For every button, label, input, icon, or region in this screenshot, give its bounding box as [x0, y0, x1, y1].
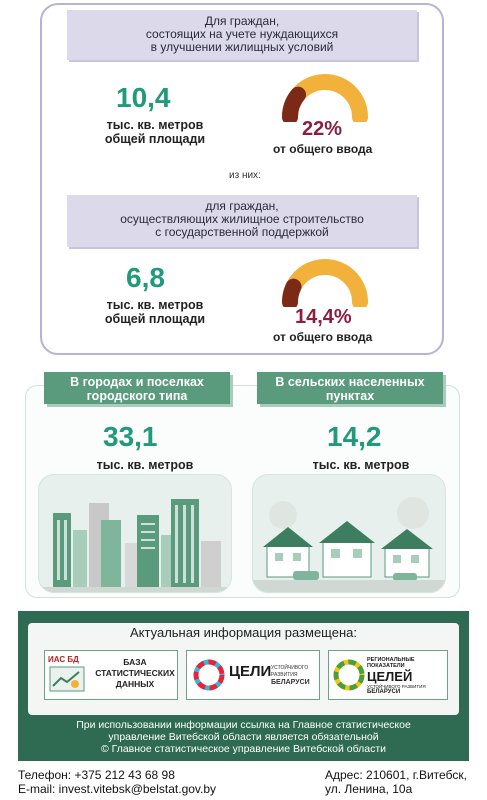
footer-address-line1: Адрес: 210601, г.Витебск,: [325, 768, 467, 782]
regional-sdg-text: [367, 657, 447, 695]
sdg-subtitle: [271, 665, 319, 686]
footer-address-line2: ул. Ленина, 10а: [325, 782, 413, 796]
section1-banner-line3: в улучшении жилищных условий: [150, 40, 334, 54]
info-block: [18, 611, 469, 761]
rural-value: 14,2: [327, 421, 382, 452]
footer-phone: Телефон: +375 212 43 68 98: [18, 768, 175, 782]
stat-database-text: [93, 657, 177, 690]
rural-tag-line1: В сельских населенных: [275, 375, 425, 389]
section2-gauge: [280, 257, 370, 307]
of-them-label: из них:: [229, 170, 261, 181]
section2-banner-line1: для граждан,: [205, 199, 279, 213]
rural-unit: тыс. кв. метров: [312, 458, 410, 472]
sdg-subtitle-line2: БЕЛАРУСИ: [271, 679, 310, 686]
usage-notice-line1: При использовании информации ссылка на Главное статистическое: [76, 719, 411, 731]
stat-database-logo-link[interactable]: [44, 650, 178, 700]
regional-sdg-line4: БЕЛАРУСИ: [367, 689, 401, 695]
section2-banner-line2: осуществляющих жилищное строительство: [120, 212, 364, 226]
sdg-belarus-logo-link[interactable]: [186, 650, 320, 700]
sdg-title: ЦЕЛИ: [229, 663, 272, 680]
footer-email[interactable]: E-mail: invest.vitebsk@belstat.gov.by: [18, 782, 217, 796]
usage-notice: [26, 719, 461, 755]
info-title: Актуальная информация размещена:: [130, 625, 357, 640]
houses-image: [253, 475, 445, 592]
regional-sdg-logo-link[interactable]: [328, 650, 448, 700]
section2-banner: [67, 195, 417, 247]
regional-sdg-line2: ЦЕЛЕЙ: [367, 669, 413, 684]
info-links-panel: [28, 623, 459, 715]
stat-database-line3: ДАННЫХ: [115, 679, 155, 689]
stat-database-line1: БАЗА: [123, 657, 147, 667]
stat-database-line2: СТАТИСТИЧЕСКИХ: [95, 668, 175, 678]
section1-percent-label: от общего ввода: [273, 142, 373, 156]
regional-sdg-line1: РЕГИОНАЛЬНЫЕ ПОКАЗАТЕЛИ: [367, 657, 415, 669]
rural-tag: [257, 372, 443, 404]
footer-address: [325, 768, 467, 796]
section2-banner-line3: с государственной поддержкой: [155, 225, 329, 239]
sdg-wheel-icon: [193, 659, 225, 691]
usage-notice-line2: управление Витебской области является обязательной: [108, 731, 379, 743]
sdg-wheel-icon: [333, 659, 365, 691]
section2-value: 6,8: [126, 262, 165, 293]
section2-unit-line1: тыс. кв. метров: [106, 298, 204, 312]
regional-sdg-line3: УСТОЙЧИВОГО РАЗВИТИЯ: [367, 684, 426, 689]
section1-banner-line2: состоящих на учете нуждающихся: [145, 27, 339, 41]
section1-percent: 22%: [302, 118, 343, 140]
section2-gauge-fill: [290, 287, 294, 302]
section1-gauge: [280, 72, 370, 122]
urban-tag-line2: городского типа: [86, 389, 188, 403]
village-illustration: [252, 474, 446, 593]
city-illustration: [38, 474, 232, 593]
section1-unit-line2: общей площади: [104, 132, 206, 146]
section2-unit: [95, 298, 215, 326]
section1-unit-line1: тыс. кв. метров: [106, 118, 204, 132]
section1-value: 10,4: [116, 82, 171, 113]
urban-unit: тыс. кв. метров: [96, 458, 194, 472]
chart-icon: [49, 666, 85, 694]
rural-tag-line2: пунктах: [325, 389, 375, 403]
section1-unit: [95, 118, 215, 146]
city-skyline-image: [39, 475, 231, 592]
urban-value: 33,1: [103, 421, 158, 452]
section1-banner-line1: Для граждан,: [204, 14, 280, 28]
sdg-subtitle-line1: УСТОЙЧИВОГО РАЗВИТИЯ: [271, 665, 309, 678]
usage-notice-line3: © Главное статистическое управление Витебской области: [100, 743, 387, 755]
section2-percent: 14,4%: [295, 306, 352, 328]
section1-gauge-fill: [290, 95, 298, 117]
urban-tag: [44, 372, 230, 404]
footer-contacts: [18, 768, 216, 796]
ias-bd-badge: ИАС БД: [48, 655, 79, 664]
urban-tag-line1: В городах и поселках: [70, 375, 204, 389]
section1-banner: [67, 10, 417, 60]
section2-percent-label: от общего ввода: [273, 330, 373, 344]
section2-unit-line2: общей площади: [104, 312, 206, 326]
